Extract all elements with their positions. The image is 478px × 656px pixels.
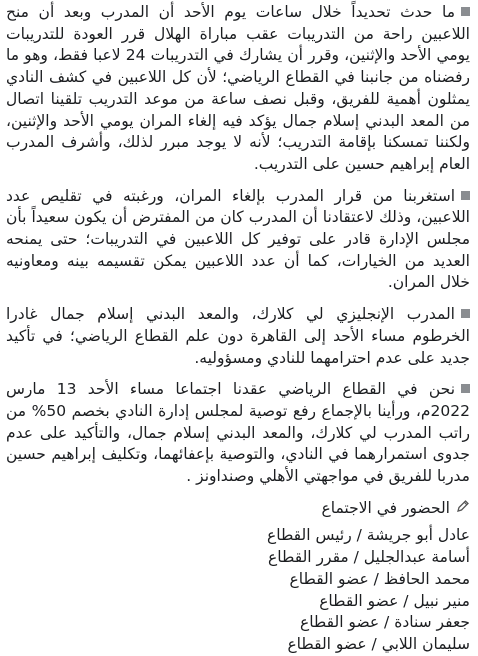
list-item: عادل أبو جريشة / رئيس القطاع xyxy=(267,526,470,545)
square-bullet-icon xyxy=(461,309,470,318)
pen-icon xyxy=(456,499,470,517)
attendance-heading xyxy=(6,498,470,520)
paragraph-1 xyxy=(6,2,470,176)
list-item: منير نبيل / عضو القطاع xyxy=(319,591,470,610)
list-item: سليمان اللابي / عضو القطاع xyxy=(287,634,470,653)
paragraph-3 xyxy=(6,304,470,369)
paragraph-2-text: استغربنا من قرار المدرب بإلغاء المران، ورغبته في تقليص عدد اللاعبين، وذلك لاعتقادنا أن المدرب كان من المفترض أن يكون سعيداً بأن مجلس الإدارة قادر على توفير كل اللاعبين في التدريبات؛ حتى يمنحه العديد من الخيارات، كما أن عدد اللاعبين يمكن تقسيمه بينه ومعاونيه خلال المران. xyxy=(6,186,470,292)
paragraph-4-text: نحن في القطاع الرياضي عقدنا اجتماعا مساء الأحد 13 مارس 2022م، ورأينا بالإجماع رفع توصية لمجلس إدارة النادي بخصم 50% من راتب المدرب لي كلارك، والمعد البدني إسلام جمال، والتأكيد على عدم جدوى استمرارهما في النادي، والتوصية بإعفائهما، وتكليف إبراهيم حسين مدربا للفريق في مواجهتي الأهلي وصنداونز . xyxy=(6,380,470,486)
list-item: أسامة عبدالجليل / مقرر القطاع xyxy=(268,548,470,567)
square-bullet-icon xyxy=(461,191,470,200)
paragraph-1-text: ما حدث تحديداً خلال ساعات يوم الأحد أن المدرب وبعد أن منح اللاعبين راحة من التدريبات عقب مباراة الهلال قرر العودة للتدريبات يومي الأحد والإثنين، وقرر أن يشارك في التدريبات 24 لاعبا فقط، وهو ما رفضناه من جانبنا في القطاع الرياضي؛ لأن كل اللاعبين في كشف النادي يمثلون أهمية للفريق، وقبل نصف ساعة من موعد التدريب تلقينا اتصال من المعد البدني إسلام جمال يؤكد فيه إلغاء المران يومي الأحد والإثنين، ولكننا تمسكنا بإقامة التدريب؛ لأنه لا يوجد مبرر لذلك، وأشرف المدرب العام إبراهيم حسين على التدريب. xyxy=(6,3,470,173)
list-item: محمد الحافظ / عضو القطاع xyxy=(289,569,470,588)
square-bullet-icon xyxy=(461,7,470,16)
square-bullet-icon xyxy=(461,384,470,393)
paragraph-3-text: المدرب الإنجليزي لي كلارك، والمعد البدني إسلام جمال غادرا الخرطوم مساء الأحد إلى القاهرة دون علم القطاع الرياضي؛ في تأكيد جديد على عدم احترامهما للنادي ومسؤوليه. xyxy=(6,305,470,367)
list-item: جعفر سنادة / عضو القطاع xyxy=(299,613,470,632)
attendee-list xyxy=(6,525,470,655)
paragraph-2 xyxy=(6,186,470,295)
attendance-heading-text: الحضور في الاجتماع xyxy=(321,498,450,517)
paragraph-4 xyxy=(6,379,470,488)
